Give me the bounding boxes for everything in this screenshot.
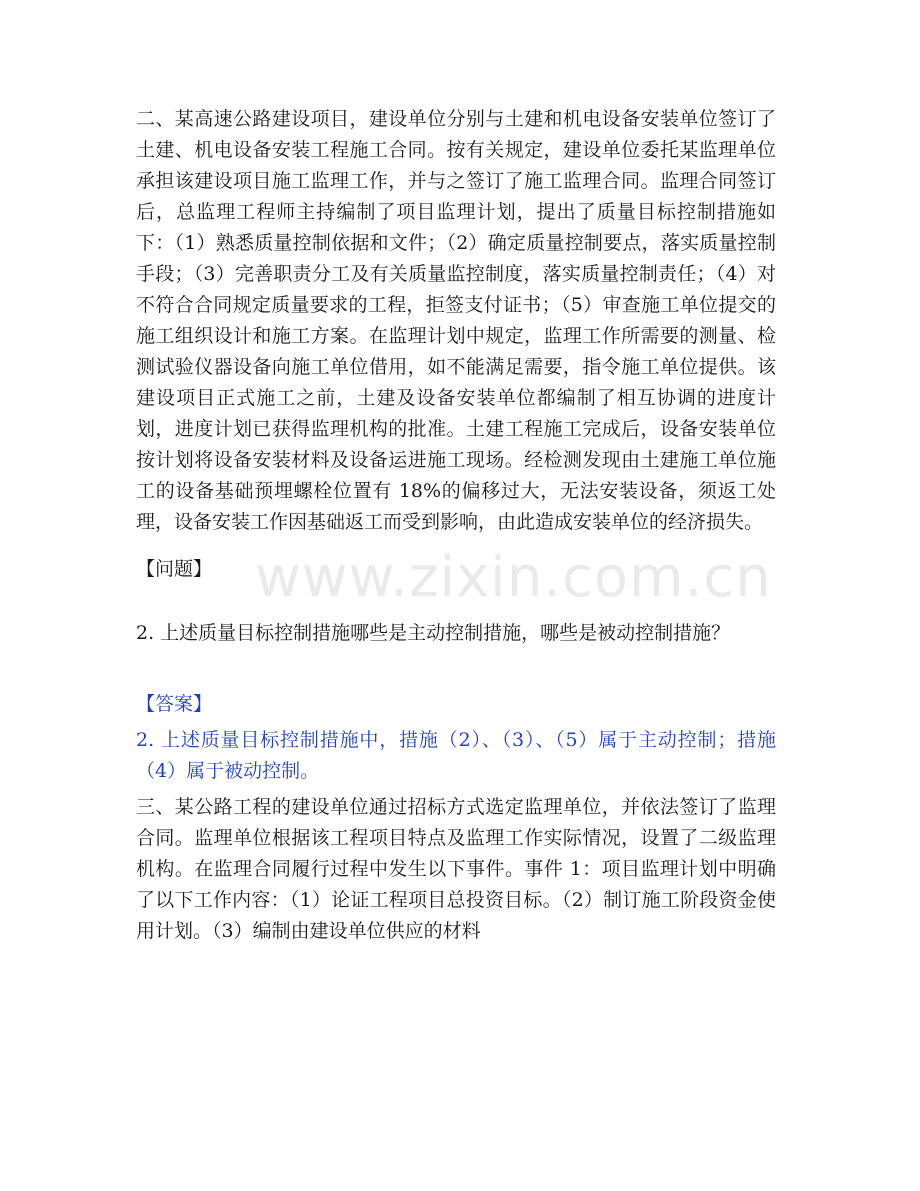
- answer-text: 2. 上述质量目标控制措施中，措施（2）、（3）、（5）属于主动控制；措施（4）属于被动控制。: [136, 729, 776, 782]
- answer-heading: 【答案】: [136, 693, 213, 715]
- intro-paragraph: 二、某高速公路建设项目，建设单位分别与土建和机电设备安装单位签订了土建、机电设备安装工程施工合同。按有关规定，建设单位委托某监理单位承担该建设项目施工监理工作，并与之签订了施工监理合同。监理合同签订后，总监理工程师主持编制了项目监理计划，提出了质量目标控制措施如下：（1）熟悉质量控制依据和文件；（2）确定质量控制要点，落实质量控制手段；（3）完善职责分工及有关质量监控制度，落实质量控制责任；（4）对不符合合同规定质量要求的工程，拒签支付证书；（5）审查施工单位提交的施工组织设计和施工方案。在监理计划中规定，监理工作所需要的测量、检测试验仪器设备向施工单位借用，如不能满足需要，指令施工单位提供。该建设项目正式施工之前，土建及设备安装单位都编制了相互协调的进度计划，进度计划已获得监理机构的批准。土建工程施工完成后，设备安装单位按计划将设备安装材料及设备运进施工现场。经检测发现由土建施工单位施工的设备基础预埋螺栓位置有 18%的偏移过大，无法安装设备，须返工处理，设备安装工作因基础返工而受到影响，由此造成安装单位的经济损失。: [136, 108, 776, 533]
- question-heading: 【问题】: [136, 558, 213, 580]
- document-page: [136, 104, 776, 947]
- next-paragraph: 三、某公路工程的建设单位通过招标方式选定监理单位，并依法签订了监理合同。监理单位根据该工程项目特点及监理工作实际情况，设置了二级监理机构。在监理合同履行过程中发生以下事件。事件 1：项目监理计划中明确了以下工作内容：（1）论证工程项目总投资目标。（2）制订施工阶段资金使用计划。（3）编制由建设单位供应的材料: [136, 796, 776, 942]
- watermark-text: www.zixin.com.cn: [255, 545, 772, 610]
- question-text: 2. 上述质量目标控制措施哪些是主动控制措施，哪些是被动控制措施？: [136, 622, 731, 644]
